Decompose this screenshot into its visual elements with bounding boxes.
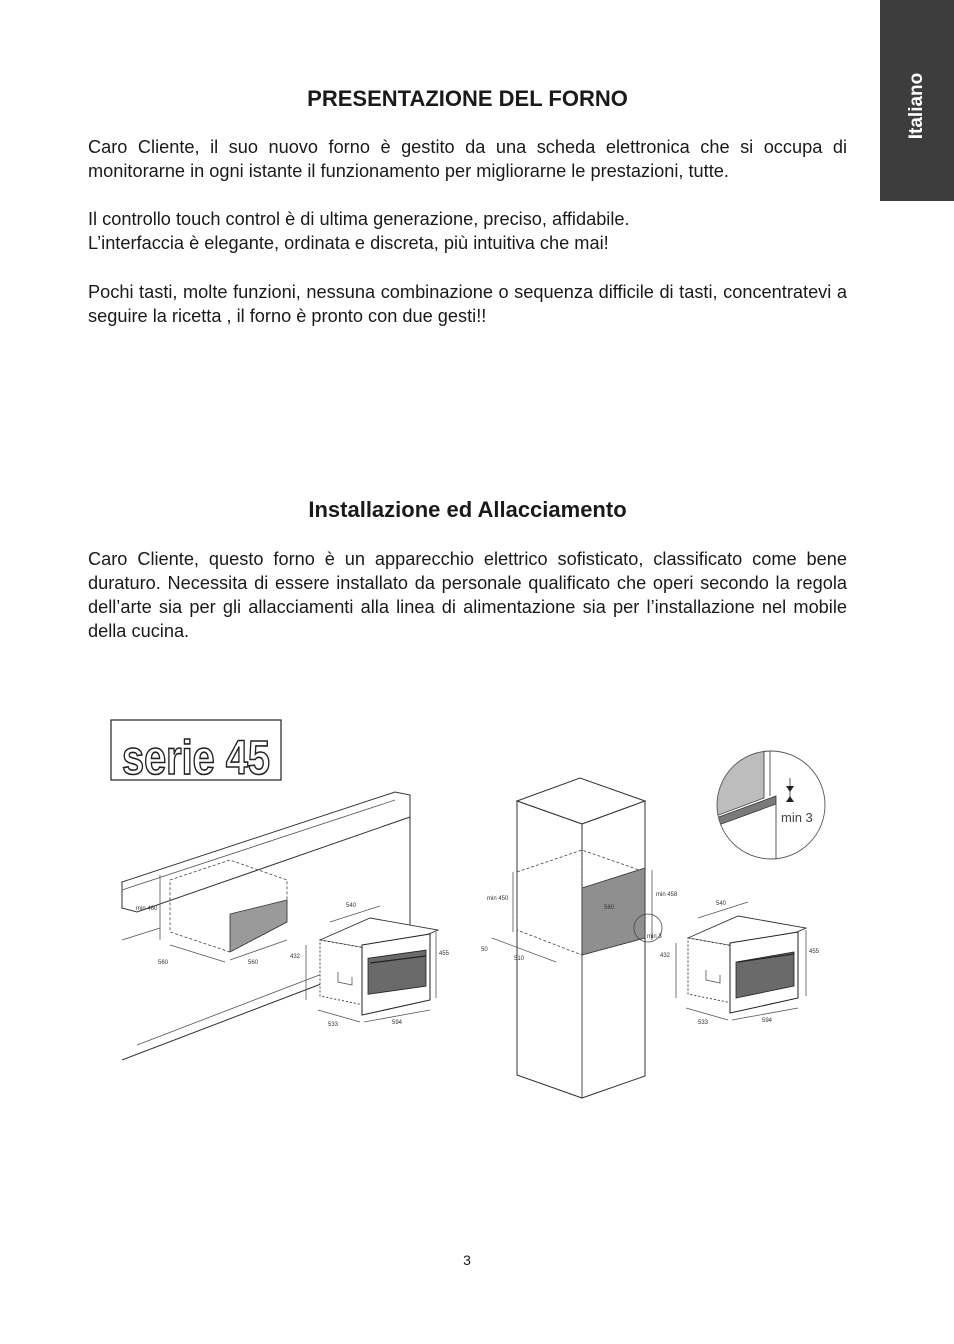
col-oven-height-front: 432 [660,953,671,959]
col-oven-depth: 533 [698,1020,709,1026]
col-depth: 560 [604,905,615,911]
touch-control-line-1: Il controllo touch control è di ultima generazione, preciso, affidabile. [88,209,630,229]
uc-oven-depth-top: 540 [346,903,357,909]
language-tab-label: Italiano [906,72,927,140]
language-tab [880,0,954,201]
series-label-box [111,720,281,785]
detail-gap-label: min 3 [781,810,813,825]
col-oven-depth-top: 540 [716,901,727,907]
uc-width: 560 [248,960,259,966]
uc-oven-height: 455 [439,951,450,957]
col-gap: min 3 [647,934,662,940]
uc-depth: 560 [158,960,169,966]
col-min-height-right: min 458 [656,892,678,898]
col-min-height-left: min 450 [487,896,509,902]
col-oven-width: 594 [762,1018,773,1024]
series-label: serie 45 [122,732,270,785]
col-side: 50 [481,947,488,953]
col-width: 510 [514,956,525,962]
col-oven-height: 455 [809,949,820,955]
page-number: 3 [463,1252,471,1268]
uc-oven-depth: 533 [328,1022,339,1028]
section-title-installation: Installazione ed Allacciamento [308,497,627,522]
intro-paragraph: Caro Cliente, il suo nuovo forno è gestito da una scheda elettronica che si occupa di monitorarne in ogni istante il funzionamento per migliorarne le prestazioni, tutte. [88,137,847,181]
touch-control-line-2: L’interfaccia è elegante, ordinata e discreta, più intuitiva che mai! [88,233,609,253]
uc-min-height: min 460 [136,906,158,912]
section-title-presentation: PRESENTAZIONE DEL FORNO [307,86,628,111]
touch-control-paragraph [88,207,847,255]
few-keys-paragraph: Pochi tasti, molte funzioni, nessuna combinazione o sequenza difficile di tasti, concentratevi a seguire la ricetta , il forno è pronto con due gesti!! [88,282,847,326]
uc-oven-height-front: 432 [290,954,301,960]
under-counter-installation [122,792,450,1060]
uc-oven-width: 594 [392,1020,403,1026]
installation-paragraph: Caro Cliente, questo forno è un apparecchio elettrico sofisticato, classificato come bene duraturo. Necessita di essere installato da personale qualificato che operi secondo la regola dell’arte sia per gli allacciamenti alla linea di alimentazione sia per l’installazione nel mobile della cucina. [88,549,847,641]
installation-diagram [0,700,880,1120]
gap-detail [716,748,826,860]
